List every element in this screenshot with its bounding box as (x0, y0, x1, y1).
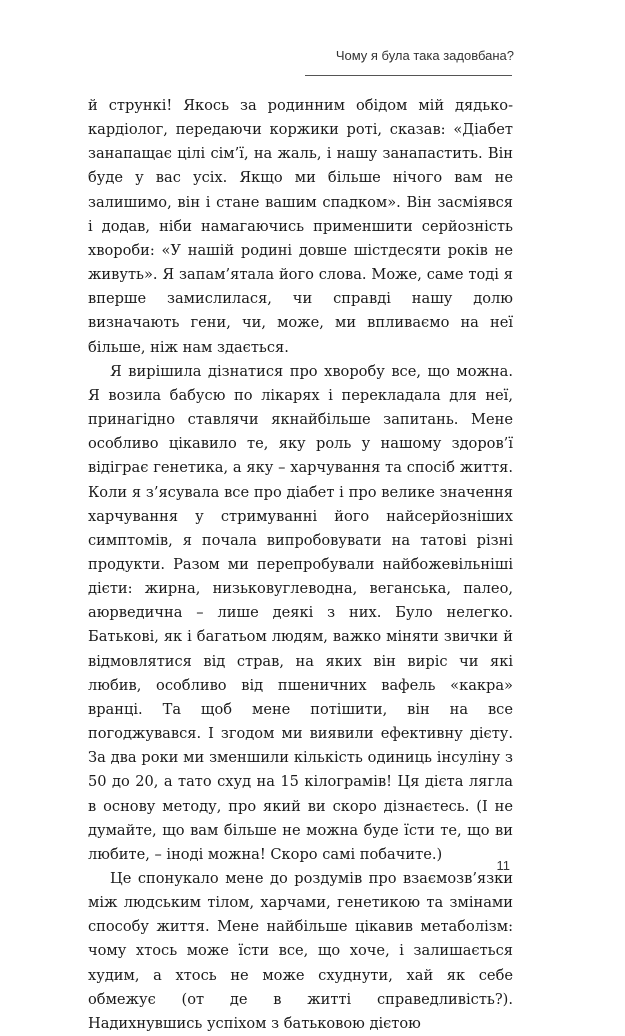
header-rule (305, 75, 512, 76)
page-number: 11 (496, 858, 510, 873)
paragraph-2: Я вирішила дізнатися про хворобу все, що можна. Я возила бабусю по лікарях і перекладала для неї, принагідно ставлячи якнайбільше запитань. Мене особливо цікавило те, яку роль у нашому здоров’ї відіграє генетика, а яку – харчування та спосіб життя. Коли я з’ясувала все про діабет і про велике значення харчування у стримуванні його найсерйозніших симптомів, я почала випробовувати на татові різні продукти. Разом ми перепробували найбожевільніші дієти: жирна, низьковуглеводна, веганська, палео, аюрведична – лише деякі з них. Було нелегко. Батькові, як і багатьом людям, важко міняти звички й відмовлятися від страв, на яких він виріс чи які любив, особливо від пшеничних вафель «какра» вранці. Та щоб мене потішити, він на все погоджувався. І згодом ми виявили ефективну дієту. За два роки ми зменшили кількість одиниць інсуліну з 50 до 20, а тато схуд на 15 кілограмів! Ця дієта лягла в основу методу, про який ви скоро дізнаєтесь. (І не думайте, що вам більше не можна буде їсти те, що ви любите, – іноді можна! Скоро самі побачите.) (88, 362, 513, 863)
body-text (88, 94, 513, 1036)
paragraph-1: й стрункі! Якось за родинним обідом мій дядько-кардіолог, передаючи коржики роті, сказав: «Діабет занапащає цілі сім’ї, на жаль, і нашу занапастить. Він буде у вас усіх. Якщо ми більше нічого вам не залишимо, він і стане вашим спадком». Він засміявся і додав, ніби намагаючись применшити серйозність хвороби: «У нашій родині довше шістдесяти років не живуть». Я запам’ятала його слова. Може, саме тоді я вперше замислилася, чи справді нашу долю визначають гени, чи, може, ми впливаємо на неї більше, ніж нам здається. (88, 97, 513, 356)
running-head: Чому я була така задовбана? (335, 48, 514, 63)
paragraph-3: Це спонукало мене до роздумів про взаємозв’язки між людським тілом, харчами, генетикою та змінами способу життя. Мене найбільше цікавив метаболізм: чому хтось може їсти все, що хоче, і залишається худим, а хтось не може схуднути, хай як себе обмежує (от де в житті справедливість?). Надихнувшись успіхом з батьковою дієтою (88, 870, 513, 1032)
